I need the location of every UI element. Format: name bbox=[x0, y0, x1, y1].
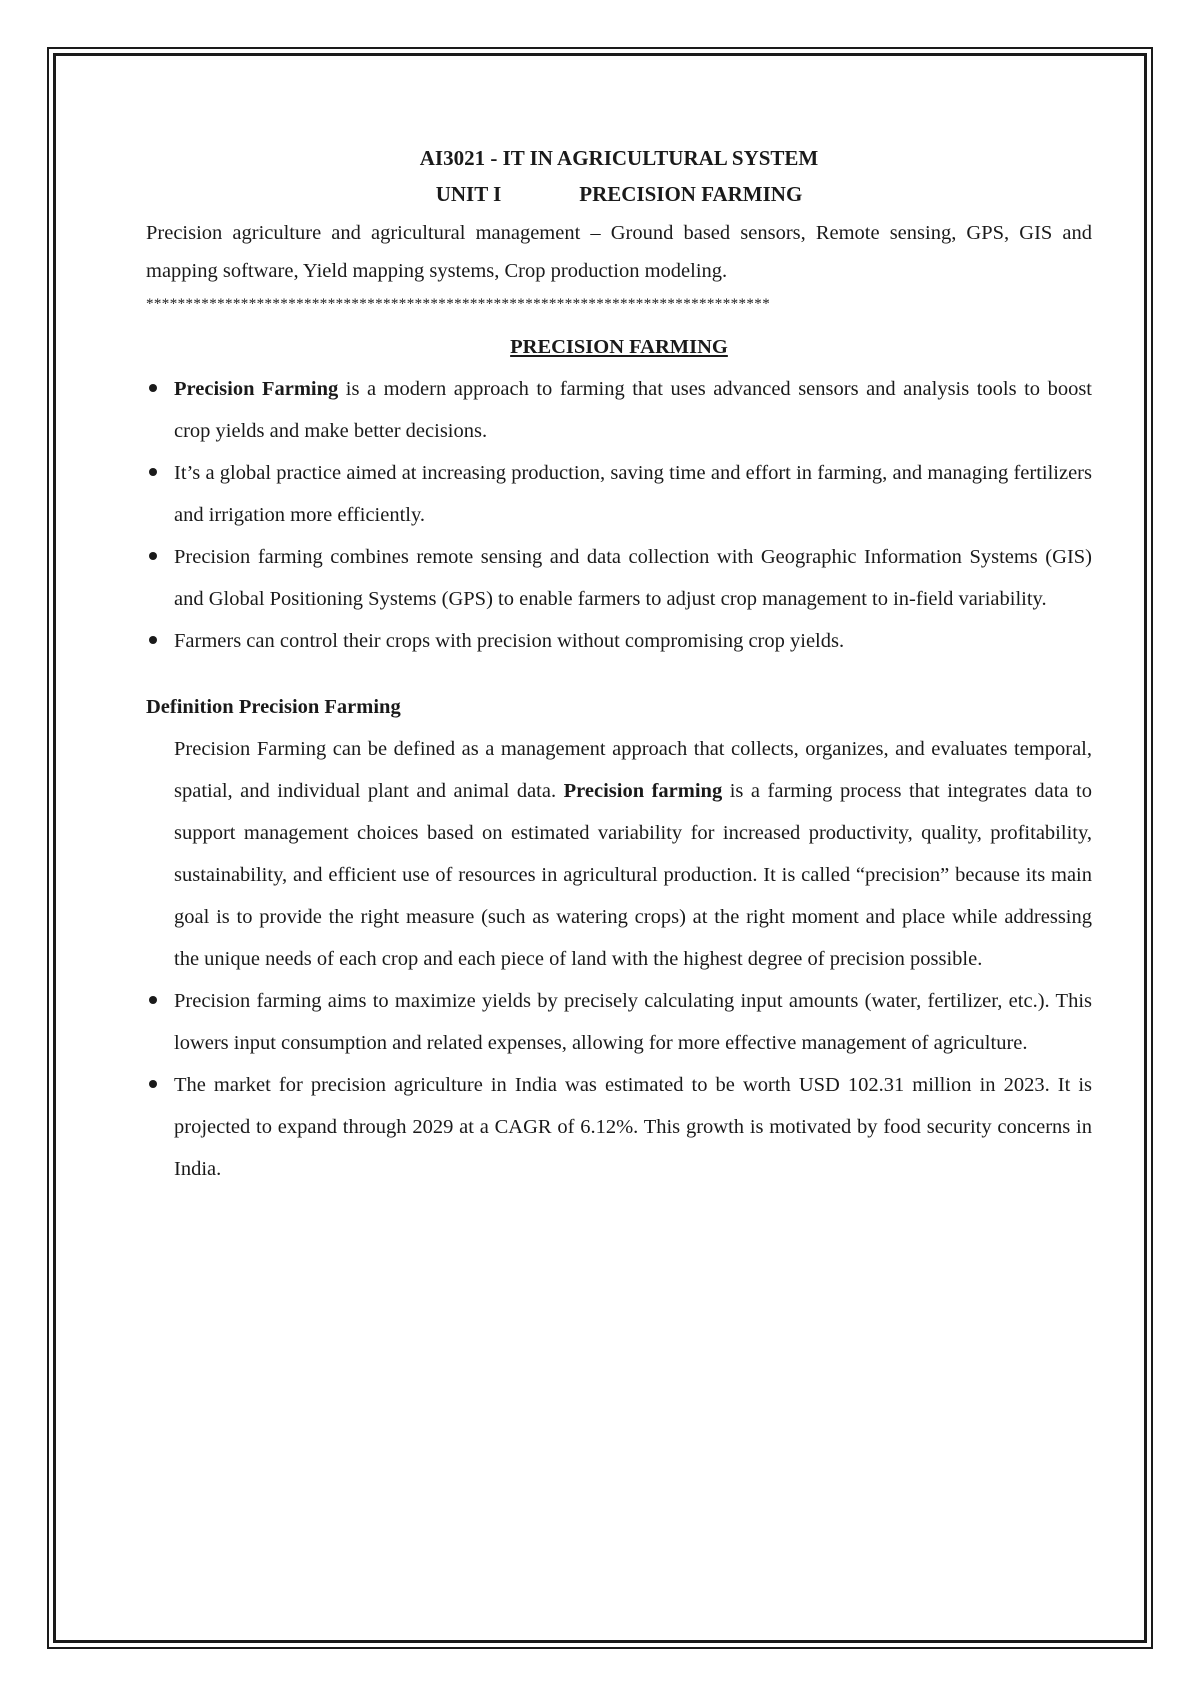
unit-title: PRECISION FARMING bbox=[579, 182, 803, 206]
bullet-icon bbox=[149, 1080, 157, 1088]
course-title: AI3021 - IT IN AGRICULTURAL SYSTEM bbox=[419, 146, 819, 170]
list-item bbox=[146, 620, 1092, 662]
definition-text-part2: is a farming process that integrates data to support management choices based on estimated variability for increased productivity, quality, profitability, sustainability, and efficient use of resources in agricultural production. It is called “precision” because its main goal is to provide the right measure (such as watering crops) at the right moment and place while addressing the unique needs of each crop and each piece of land with the highest degree of precision possible. bbox=[174, 780, 1092, 970]
bullet-text: Farmers can control their crops with precision without compromising crop yields. bbox=[174, 630, 845, 652]
syllabus-text: Precision agriculture and agricultural management – Ground based sensors, Remote sensing, GPS, GIS and mapping software, Yield mapping systems, Crop production modeling. bbox=[146, 222, 1092, 282]
bullet-text: is a modern approach to farming that uses advanced sensors and analysis tools to boost crop yields and make better decisions. bbox=[174, 378, 1092, 442]
separator-line: ******************************************************************************* bbox=[146, 296, 771, 312]
unit-heading bbox=[146, 176, 1092, 212]
bullet-text: The market for precision agriculture in India was estimated to be worth USD 102.31 million in 2023. It is projected to expand through 2029 at a CAGR of 6.12%. This growth is motivated by food security concerns in India. bbox=[174, 1074, 1092, 1180]
document-content bbox=[146, 140, 1092, 1190]
bullet-icon bbox=[149, 996, 157, 1004]
precision-farming-bullets bbox=[146, 368, 1092, 662]
definition-bold-term: Precision farming bbox=[563, 780, 723, 802]
list-item bbox=[146, 980, 1092, 1064]
bullet-bold-term: Precision Farming bbox=[174, 378, 339, 400]
bullet-text: Precision farming aims to maximize yields by precisely calculating input amounts (water, fertilizer, etc.). This lowers input consumption and related expenses, allowing for more effective management of agriculture. bbox=[174, 990, 1092, 1054]
bullet-icon bbox=[149, 552, 157, 560]
bullet-icon bbox=[149, 468, 157, 476]
bullet-icon bbox=[149, 636, 157, 644]
list-item bbox=[146, 1064, 1092, 1190]
list-item bbox=[146, 452, 1092, 536]
definition-bullets bbox=[146, 980, 1092, 1190]
definition-text-part1: Precision Farming can be defined as a management approach that collects, organizes, and evaluates temporal, spatial, and individual plant and animal data. bbox=[174, 738, 1092, 802]
unit-label: UNIT I bbox=[435, 182, 502, 206]
list-item bbox=[146, 536, 1092, 620]
section-heading: PRECISION FARMING bbox=[510, 336, 728, 358]
definition-paragraph bbox=[146, 728, 1092, 980]
bullet-icon bbox=[149, 384, 157, 392]
definition-heading: Definition Precision Farming bbox=[146, 696, 401, 718]
bullet-text: It’s a global practice aimed at increasing production, saving time and effort in farming, and managing fertilizers and irrigation more efficiently. bbox=[174, 462, 1092, 526]
bullet-text: Precision farming combines remote sensing and data collection with Geographic Information Systems (GIS) and Global Positioning Systems (GPS) to enable farmers to adjust crop management to in-field variability. bbox=[174, 546, 1092, 610]
list-item bbox=[146, 368, 1092, 452]
